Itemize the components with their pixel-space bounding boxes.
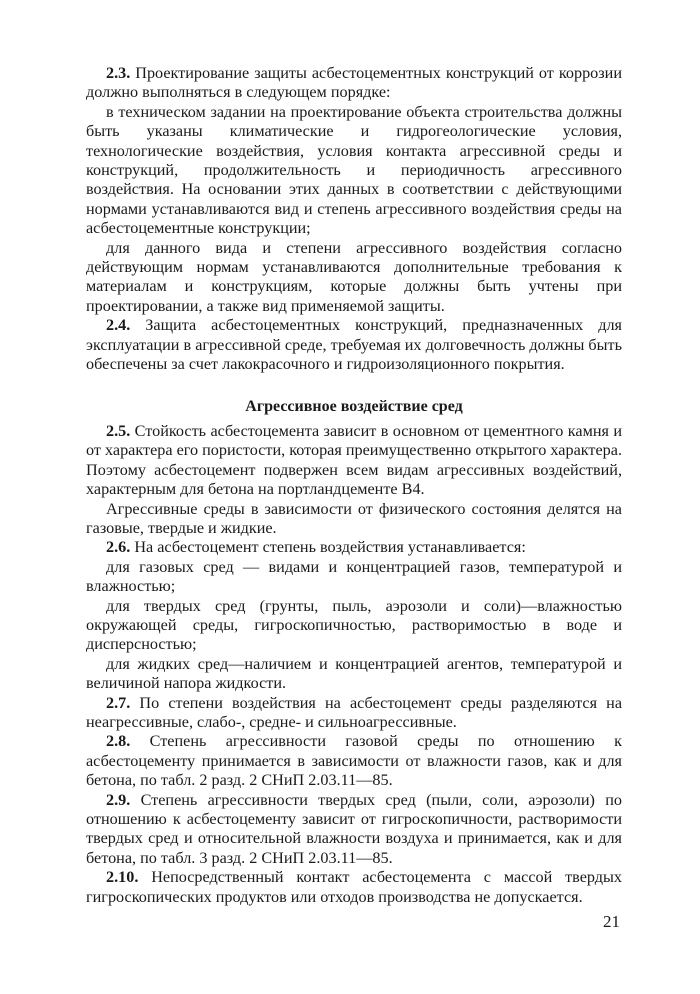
paragraph-2-8 xyxy=(86,732,622,790)
section-heading: Агрессивное воздействие сред xyxy=(245,397,463,415)
paragraph-text: для газовых сред — видами и концентрацией газов, температурой и влажностью; xyxy=(86,557,622,596)
paragraph-2-10 xyxy=(86,868,622,907)
paragraph-text: По степени воздействия на асбестоцемент среды разделяются на неагрессивные, слабо-, средне- и сильноагрессивные. xyxy=(86,693,622,731)
paragraph-liquid-media xyxy=(86,655,622,694)
paragraph-gas-media xyxy=(86,558,622,597)
clause-number: 2.10. xyxy=(106,868,139,887)
paragraph-2-9 xyxy=(86,791,622,869)
paragraph-2-3 xyxy=(86,64,622,103)
clause-number: 2.5. xyxy=(106,421,131,440)
clause-number: 2.8. xyxy=(106,732,131,751)
bottom-section xyxy=(86,422,622,907)
paragraph-text: в техническом задании на проектирование объекта строительства должны быть указаны климатические и гидрогеологические условия, технологические воздействия, условия контакта агрессивной среды и конструкций, продолжительность и периодичность агрессивного воздействия. На основании этих данных в соответствии с действующими нормами устанавливаются вид и степень агрессивного воздействия среды на асбестоцементные конструкции; xyxy=(86,102,622,238)
top-section xyxy=(86,64,622,375)
paragraph-text: Степень агрессивности твердых сред (пыли, соли, аэрозоли) по отношению к асбестоцементу зависит от гигроскопичности, растворимости твердых сред и относительной влажности воздуха и принимается, как и для бетона, по табл. 3 разд. 2 СНиП 2.03.11—85. xyxy=(86,790,622,867)
document-page xyxy=(86,64,622,907)
clause-number: 2.3. xyxy=(106,64,131,82)
paragraph-requirements xyxy=(86,239,622,317)
paragraph-media-types xyxy=(86,500,622,539)
paragraph-text: для твердых сред (грунты, пыль, аэрозоли и соли)—влажностью окружающей среды, гигроскопичностью, растворимостью в воде и дисперсностью; xyxy=(86,596,622,654)
clause-number: 2.6. xyxy=(106,538,131,557)
clause-number: 2.9. xyxy=(106,790,131,809)
clause-number: 2.7. xyxy=(106,693,131,712)
paragraph-tech-task xyxy=(86,103,622,239)
paragraph-solid-media xyxy=(86,597,622,655)
paragraph-2-6 xyxy=(86,538,622,557)
paragraph-2-7 xyxy=(86,694,622,733)
paragraph-2-5 xyxy=(86,422,622,500)
clause-number: 2.4. xyxy=(106,316,131,335)
page-number: 21 xyxy=(603,912,620,931)
paragraph-text: для данного вида и степени агрессивного воздействия согласно действующим нормам устанавливаются дополнительные требования к материалам и конструкциям, которые должны быть учтены при проектировании, а также вид применяемой защиты. xyxy=(86,238,622,315)
paragraph-text: Стойкость асбестоцемента зависит в основном от цементного камня и от характера его пористости, которая преимущественно открытого характера. Поэтому асбестоцемент подвержен всем видам агрессивных воздействий, характерным для бетона на портландцементе В4. xyxy=(86,421,623,499)
paragraph-text: Степень агрессивности газовой среды по отношению к асбестоцементу принимается в зависимости от влажности газов, как и для бетона, по табл. 2 разд. 2 СНиП 2.03.11—85. xyxy=(86,732,622,790)
paragraph-text: для жидких сред—наличием и концентрацией агентов, температурой и величиной напора жидкости. xyxy=(86,654,622,693)
paragraph-text: Непосредственный контакт асбестоцемента с массой твердых гигроскопических продуктов или отходов производства не допускается. xyxy=(86,868,622,906)
paragraph-text: Агрессивные среды в зависимости от физического состояния делятся на газовые, твердые и жидкие. xyxy=(86,499,622,537)
paragraph-text: На асбестоцемент степень воздействия устанавливается: xyxy=(130,538,526,557)
paragraph-text: Защита асбестоцементных конструкций, предназначенных для эксплуатации в агрессивной среде, требуемая их долговечность должны быть обеспечены за счет лакокрасочного и гидроизоляционного покрытия. xyxy=(86,316,622,374)
paragraph-text: Проектирование защиты асбестоцементных конструкций от коррозии должно выполняться в следующем порядке: xyxy=(86,64,622,102)
paragraph-2-4 xyxy=(86,316,622,374)
